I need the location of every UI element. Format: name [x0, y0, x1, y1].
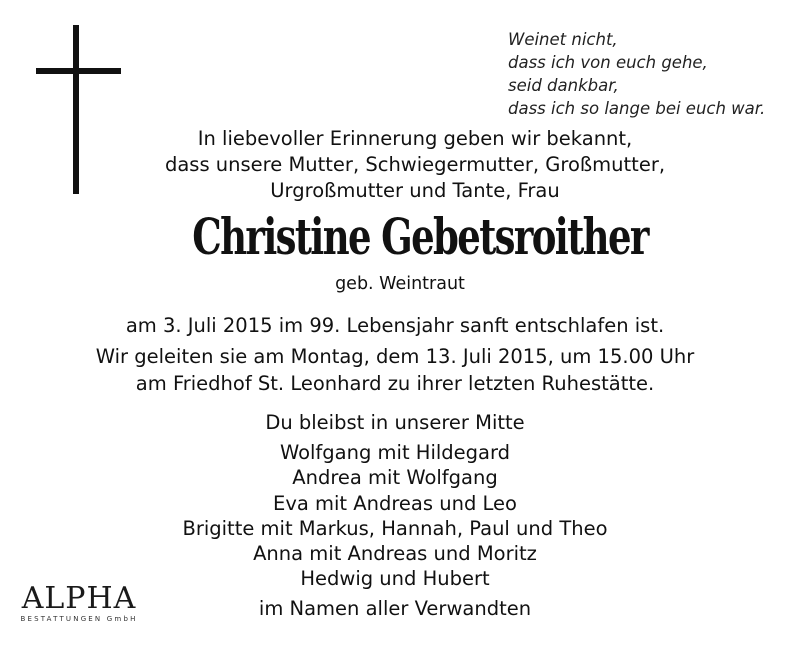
intro-text	[65, 126, 765, 204]
logo-name: ALPHA	[21, 581, 137, 616]
death-line: am 3. Juli 2015 im 99. Lebensjahr sanft entschlafen ist.	[125, 314, 665, 337]
cross-horizontal-bar	[36, 68, 121, 74]
signoff: im Namen aller Verwandten	[258, 597, 532, 620]
family-member: Hedwig und Hubert	[300, 567, 490, 591]
funeral-line: am Friedhof St. Leonhard zu ihrer letzten Ruhestätte.	[135, 372, 655, 395]
family-member: Anna mit Andreas und Moritz	[253, 542, 537, 566]
funeral-home-logo	[18, 583, 140, 624]
intro-line: dass unsere Mutter, Schwiegermutter, Großmutter,	[164, 153, 666, 176]
poem-line: seid dankbar,	[508, 76, 619, 95]
deceased-name: Christine Gebetsroither	[192, 207, 648, 266]
death-and-funeral-details	[45, 312, 745, 397]
intro-line: In liebevoller Erinnerung geben wir bekannt,	[197, 127, 633, 150]
poem-line: dass ich von euch gehe,	[508, 53, 708, 72]
poem-line: Weinet nicht,	[508, 30, 618, 49]
poem	[508, 28, 788, 120]
logo-subtitle: BESTATTUNGEN GmbH	[20, 615, 138, 623]
family-list	[45, 440, 745, 592]
family-member: Eva mit Andreas und Leo	[273, 491, 517, 515]
family-member: Brigitte mit Markus, Hannah, Paul und Theo	[182, 516, 608, 540]
closing-motto: Du bleibst in unserer Mitte	[265, 411, 525, 434]
poem-line: dass ich so lange bei euch war.	[508, 99, 766, 118]
family-member: Wolfgang mit Hildegard	[279, 441, 511, 464]
funeral-line: Wir geleiten sie am Montag, dem 13. Juli 2015, um 15.00 Uhr	[95, 345, 695, 368]
intro-line: Urgroßmutter und Tante, Frau	[270, 179, 560, 202]
family-member: Andrea mit Wolfgang	[292, 466, 498, 490]
maiden-name: geb. Weintraut	[335, 274, 465, 294]
